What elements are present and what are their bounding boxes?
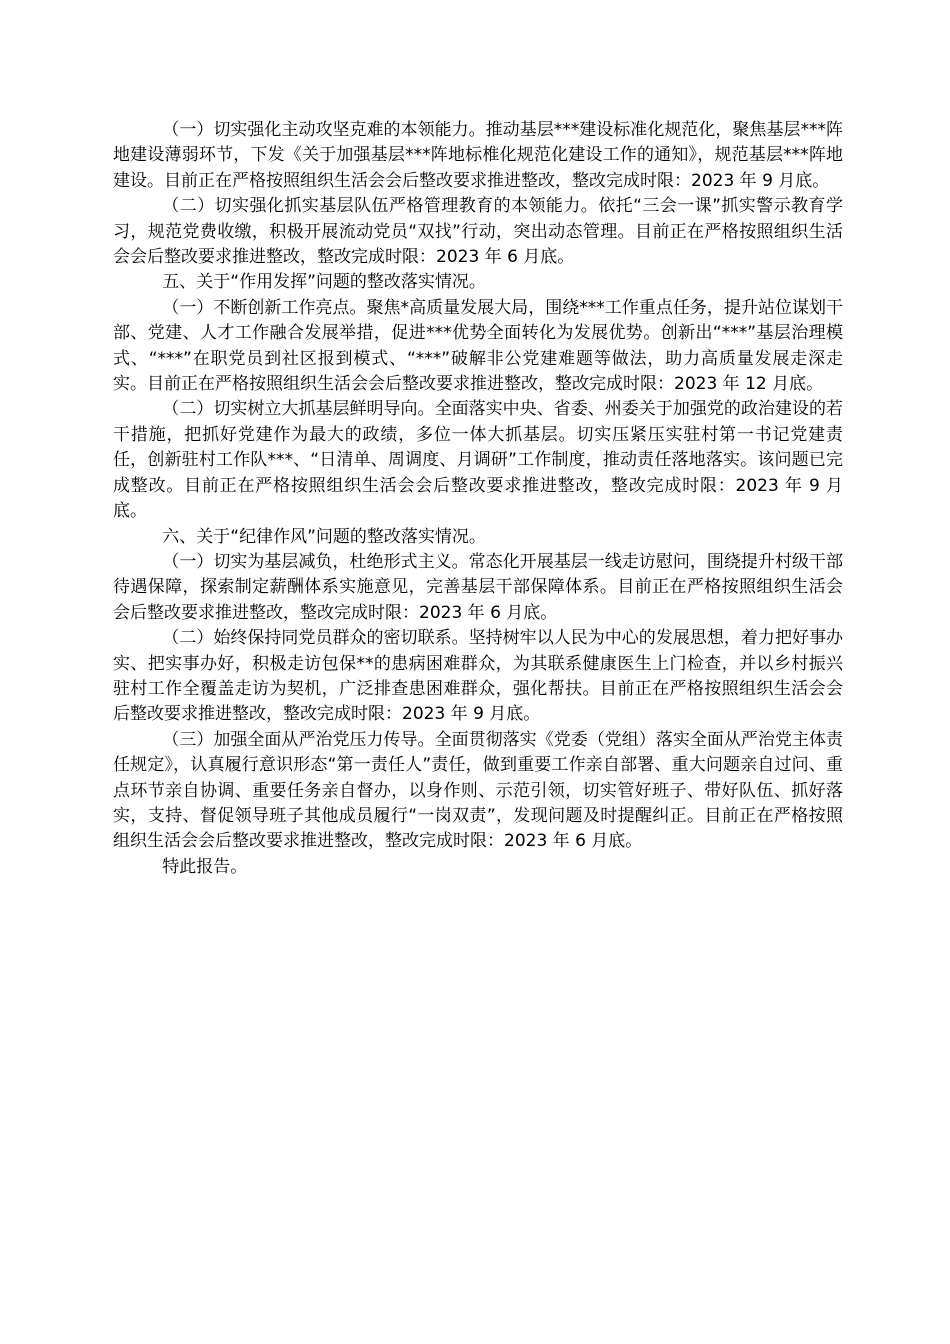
paragraph-section6-item1: （一）切实为基层减负，杜绝形式主义。常态化开展基层一线走访慰问，围绕提升村级干部待遇保障，探索制定薪酬体系实施意见，完善基层干部保障体系。目前正在严格按照组织生活会会后整改要求推进整改，整改完成时限：2023 年 6 月底。 <box>113 551 843 623</box>
paragraph-section5-item1: （一）不断创新工作亮点。聚焦*高质量发展大局，围绕***工作重点任务，提升站位谋划干部、党建、人才工作融合发展举措，促进***优势全面转化为发展优势。创新出“***”基层治理模式、“***”在职党员到社区报到模式、“***”破解非公党建难题等做法，助力高质量发展走深走实。目前正在严格按照组织生活会会后整改要求推进整改，整改完成时限：2023 年 12 月底。 <box>113 297 843 395</box>
paragraph-section4-item1: （一）切实强化主动攻坚克难的本领能力。推动基层***建设标准化规范化，聚焦基层***阵地建设薄弱环节，下发《关于加强基层***阵地标椎化规范化建设工作的通知》，规范基层***阵地建设。目前正在严格按照组织生活会会后整改要求推进整改，整改完成时限：2023 年 9 月底。 <box>113 120 843 191</box>
paragraph-section6-item3: （三）加强全面从严治党压力传导。全面贯彻落实《党委（党组）落实全面从严治党主体责任规定》，认真履行意识形态“第一责任人”责任，做到重要工作亲自部署、重大问题亲自过问、重点环节亲自协调、重要任务亲自督办，以身作则、示范引领，切实管好班子、带好队伍、抓好落实，支持、督促领导班子其他成员履行“一岗双责”，发现问题及时提醒纠正。目前正在严格按照组织生活会会后整改要求推进整改，整改完成时限：2023 年 6 月底。 <box>113 729 843 852</box>
paragraph-section5-item2: （二）切实树立大抓基层鲜明导向。全面落实中央、省委、州委关于加强党的政治建设的若干措施，把抓好党建作为最大的政绩，多位一体大抓基层。切实压紧压实驻村第一书记党建责任，创新驻村工作队***、“日清单、周调度、月调研”工作制度，推动责任落地落实。该问题已完成整改。目前正在严格按照组织生活会会后整改要求推进整改，整改完成时限：2023 年 9 月底。 <box>113 399 843 522</box>
paragraph-section4-item2: （二）切实强化抓实基层队伍严格管理教育的本领能力。依托“三会一课”抓实警示教育学习，规范党费收缴，积极开展流动党员“双找”行动，突出动态管理。目前正在严格按照组织生活会会后整改要求推进整改，整改完成时限：2023 年 6 月底。 <box>113 196 843 268</box>
closing-line: 特此报告。 <box>162 856 248 877</box>
document-body <box>113 118 843 880</box>
section-heading-6: 六、关于“纪律作风”问题的整改落实情况。 <box>162 526 486 547</box>
section-heading-5: 五、关于“作用发挥”问题的整改落实情况。 <box>162 272 486 293</box>
paragraph-section6-item2: （二）始终保持同党员群众的密切联系。坚持树牢以人民为中心的发展思想，着力把好事办实、把实事办好，积极走访包保**的患病困难群众，为其联系健康医生上门检查，并以乡村振兴驻村工作全覆盖走访为契机，广泛排查患困难群众，强化帮扶。目前正在严格按照组织生活会会后整改要求推进整改，整改完成时限：2023 年 9 月底。 <box>113 628 843 725</box>
